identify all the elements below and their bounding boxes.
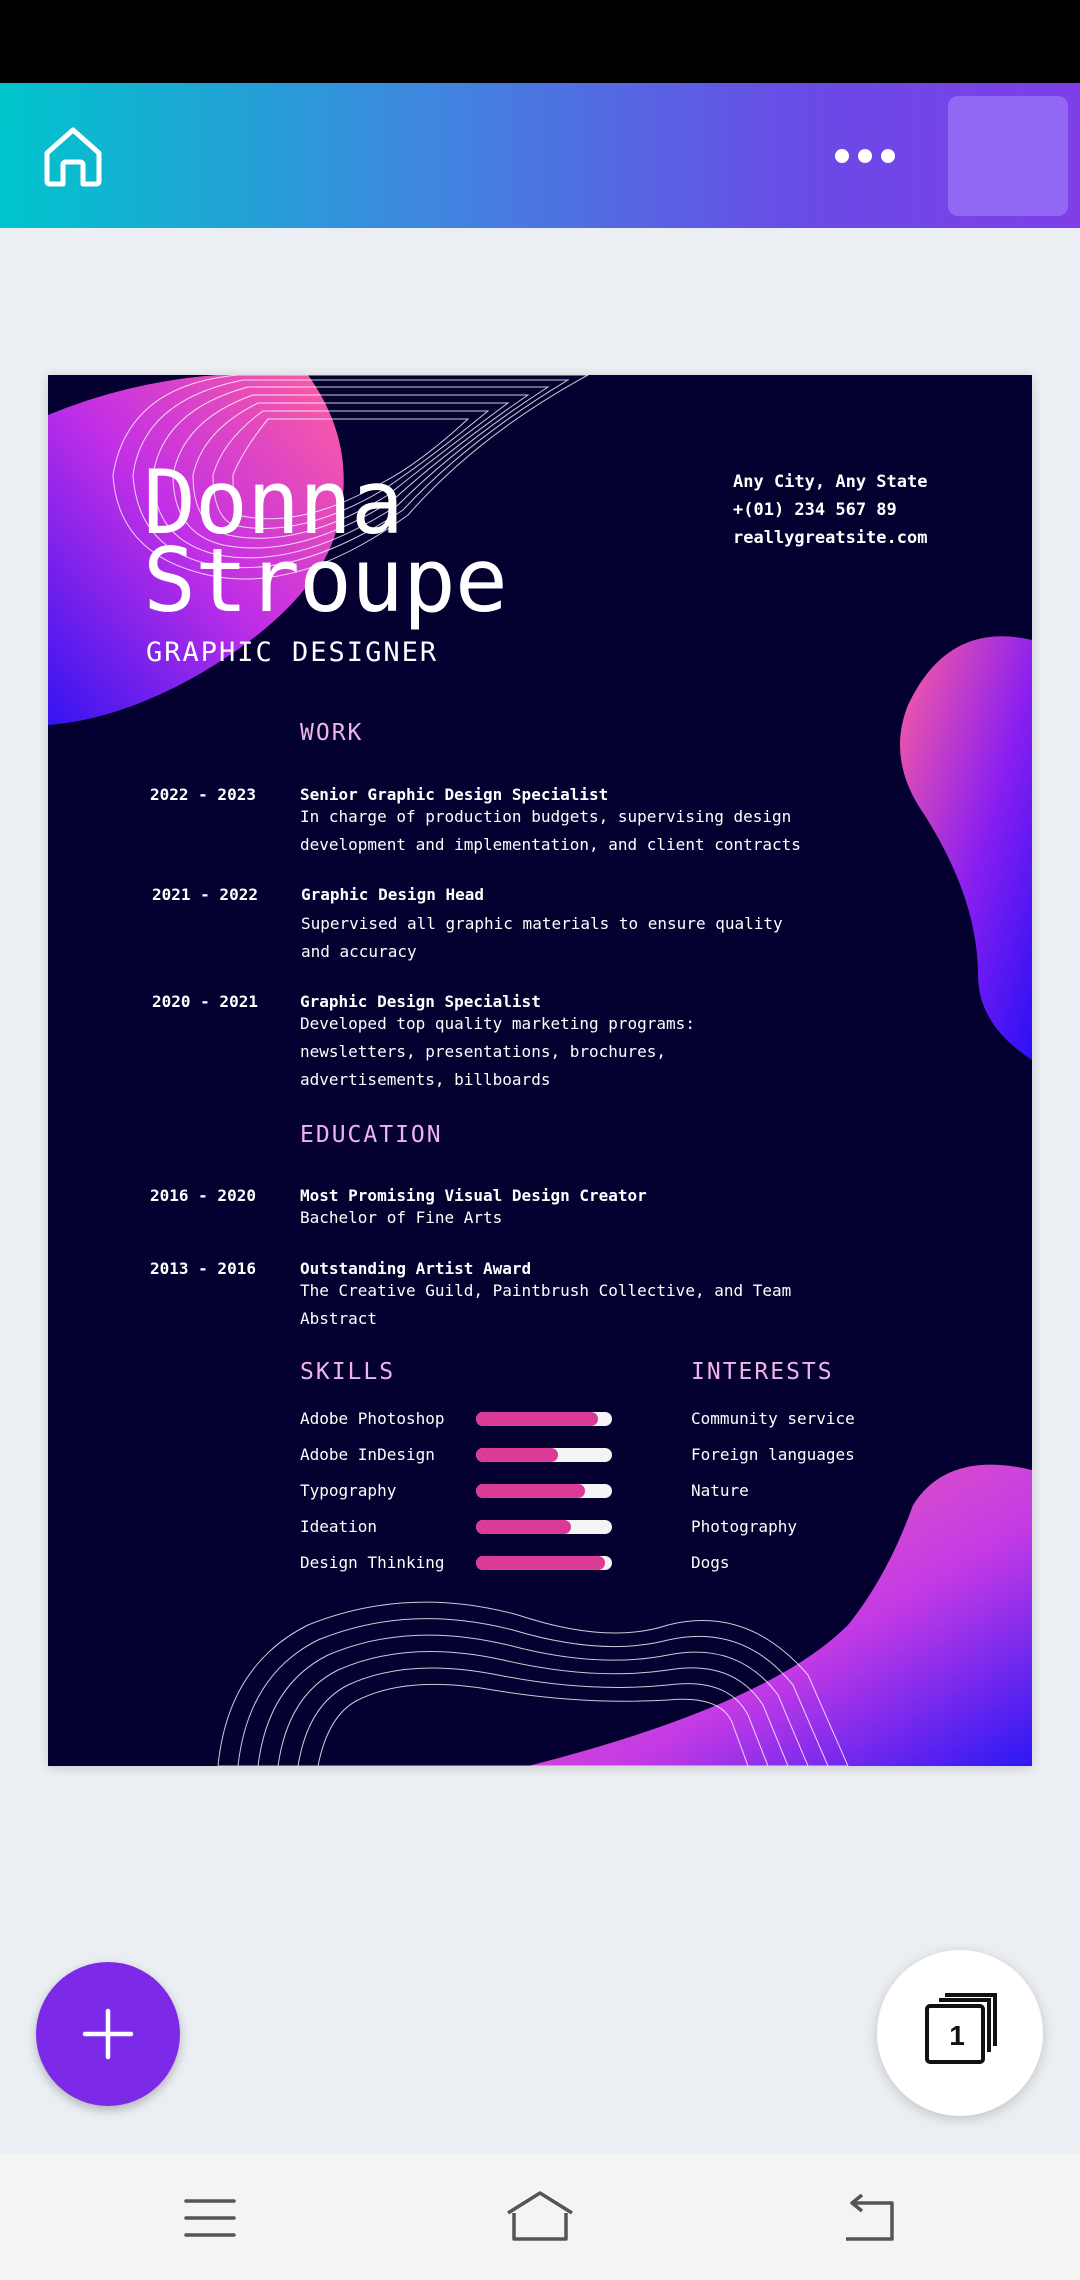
work-desc-3-line-1: Developed top quality marketing programs: [300, 1014, 695, 1033]
pages-button[interactable] [877, 1950, 1043, 2116]
more-horizontal-icon [835, 149, 849, 163]
more-dot [858, 149, 872, 163]
work-years-1: 2022 - 2023 [150, 785, 256, 804]
skill-level-bar [476, 1556, 612, 1570]
work-title-3: Graphic Design Specialist [300, 992, 541, 1011]
edu-desc-2-line-2: Abstract [300, 1309, 378, 1328]
skill-level-bar [476, 1520, 612, 1534]
skill-name: Adobe Photoshop [300, 1409, 445, 1428]
skills-section-title: SKILLS [300, 1359, 396, 1385]
page-count: 1 [949, 2020, 965, 2051]
interest-item: Dogs [691, 1553, 730, 1572]
work-desc-2 [301, 910, 861, 966]
work-desc-2-line-1: Supervised all graphic materials to ensure quality [301, 914, 783, 933]
status-bar [0, 0, 1080, 83]
edu-title-1: Most Promising Visual Design Creator [300, 1186, 647, 1205]
app-header [0, 83, 1080, 228]
skill-level-fill [476, 1484, 585, 1498]
interests-section-title: INTERESTS [691, 1359, 834, 1385]
work-desc-1-line-1: In charge of production budgets, supervising design [300, 807, 792, 826]
system-nav-bar [0, 2153, 1080, 2280]
edu-years-2: 2013 - 2016 [150, 1259, 256, 1278]
work-desc-2-line-2: and accuracy [301, 942, 417, 961]
work-section-title: WORK [300, 720, 364, 746]
nav-home-button[interactable] [500, 2183, 580, 2253]
skill-level-fill [476, 1412, 598, 1426]
skill-level-bar [476, 1448, 612, 1462]
nav-back-button[interactable] [830, 2183, 910, 2253]
education-section-title: EDUCATION [300, 1122, 443, 1148]
account-tile[interactable] [948, 96, 1068, 216]
contact-website: reallygreatsite.com [733, 528, 928, 548]
edu-desc-1-line-1: Bachelor of Fine Arts [300, 1208, 503, 1227]
skill-level-bar [476, 1484, 612, 1498]
work-years-2: 2021 - 2022 [152, 885, 258, 904]
interest-item: Community service [691, 1409, 855, 1428]
more-dot [881, 149, 895, 163]
edu-years-1: 2016 - 2020 [150, 1186, 256, 1205]
skill-name: Adobe InDesign [300, 1445, 435, 1464]
back-icon [830, 2183, 910, 2253]
interest-item: Nature [691, 1481, 749, 1500]
nav-menu-button[interactable] [170, 2183, 250, 2253]
job-role: GRAPHIC DESIGNER [146, 637, 439, 668]
skill-level-bar [476, 1412, 612, 1426]
edu-desc-2 [300, 1277, 860, 1333]
edu-desc-2-line-1: The Creative Guild, Paintbrush Collective, and Team [300, 1281, 792, 1300]
skill-level-fill [476, 1520, 571, 1534]
work-years-3: 2020 - 2021 [152, 992, 258, 1011]
work-desc-1-line-2: development and implementation, and client contracts [300, 835, 801, 854]
work-desc-3-line-3: advertisements, billboards [300, 1070, 551, 1089]
interest-item: Photography [691, 1517, 797, 1536]
skill-level-fill [476, 1448, 558, 1462]
edu-title-2: Outstanding Artist Award [300, 1259, 532, 1278]
more-options-button[interactable] [820, 123, 910, 189]
home-icon [500, 2183, 580, 2253]
skill-level-fill [476, 1556, 605, 1570]
resume-page[interactable] [48, 375, 1032, 1766]
add-button[interactable] [36, 1962, 180, 2106]
skill-name: Ideation [300, 1517, 378, 1536]
home-button[interactable] [38, 121, 108, 191]
work-title-1: Senior Graphic Design Specialist [300, 785, 609, 804]
home-icon [38, 121, 108, 191]
interest-item: Foreign languages [691, 1445, 855, 1464]
work-desc-3 [300, 1010, 860, 1094]
work-desc-3-line-2: newsletters, presentations, brochures, [300, 1042, 667, 1061]
plus-icon [82, 2008, 134, 2060]
contact-phone: +(01) 234 567 89 [733, 500, 897, 520]
last-name: Stroupe [143, 529, 507, 632]
first-name: Donna [143, 451, 403, 554]
work-title-2: Graphic Design Head [301, 885, 485, 904]
work-desc-1 [300, 803, 860, 859]
menu-icon [170, 2183, 250, 2253]
contact-location: Any City, Any State [733, 472, 928, 492]
edu-desc-1 [300, 1204, 860, 1232]
skill-name: Typography [300, 1481, 397, 1500]
skill-name: Design Thinking [300, 1553, 445, 1572]
